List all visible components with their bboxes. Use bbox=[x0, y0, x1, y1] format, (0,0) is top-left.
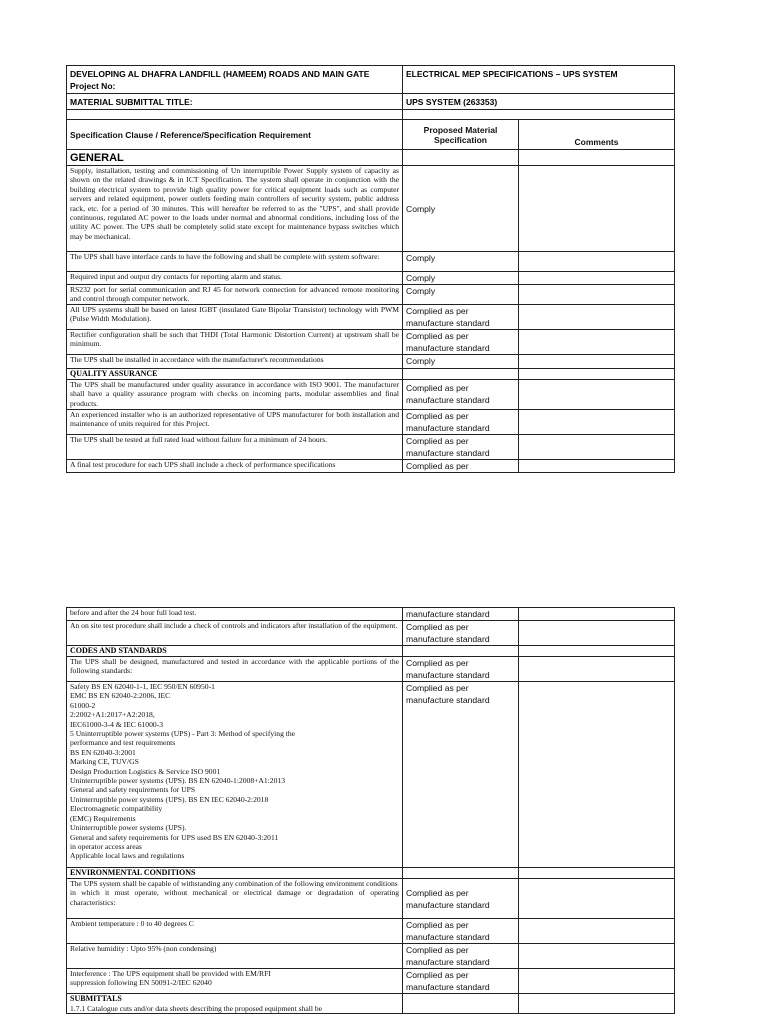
status-text: manufacture standard bbox=[403, 608, 519, 621]
table-row bbox=[67, 379, 675, 409]
status-text: Complied as per manufacture standard bbox=[403, 304, 519, 329]
status-text: Complied as per manufacture standard bbox=[403, 434, 519, 459]
spec-text: The UPS shall have interface cards to have the following and shall be complete with system software: bbox=[67, 252, 403, 272]
project-header-table bbox=[66, 65, 675, 120]
column-header-proposed: Proposed Material Specification bbox=[403, 120, 519, 150]
spec-text: Safety BS EN 62040-1-1, IEC 950/EN 60950-1 EMC BS EN 62040-2:2006, IEC 61000-2 2:2002+A1:2017+A2:2018, IEC61000-3-4 & IEC 61000-3 5 Uninterruptible power systems (UPS) - Part 3: Method of specifying the performance and test requirements BS EN 62040-3:2001 Marking CE, TUV/GS Design Production Logistics & Service ISO 9001 Uninterruptible power systems (UPS). BS EN 62040-1:2008+A1:2013 General and safety requirements for UPS Uninterruptible power systems (UPS). BS EN IEC 62040-2:2018 Electromagnetic compatibility (EMC) Requirements Uninterruptible power systems (UPS). General and safety requirements for UPS used BS EN 62040-3:2011 in operator access areas Applicable local laws and regulations bbox=[67, 682, 403, 868]
status-text: Complied as per manufacture standard bbox=[403, 657, 519, 682]
table-row bbox=[67, 304, 675, 329]
status-text: Complied as per manufacture standard bbox=[403, 919, 519, 944]
column-header-spec: Specification Clause / Reference/Specification Requirement bbox=[67, 120, 403, 150]
section-heading-environmental: ENVIRONMENTAL CONDITIONS bbox=[67, 868, 403, 879]
table-row bbox=[67, 252, 675, 272]
spec-text: The UPS shall be designed, manufactured and tested in accordance with the applicable portions of the following standards: bbox=[67, 657, 403, 682]
section-heading-quality: QUALITY ASSURANCE bbox=[67, 368, 403, 379]
spec-text: Interference : The UPS equipment shall be provided with EM/RFI suppression following EN 50091-2/IEC 62040 bbox=[67, 969, 403, 994]
project-title: DEVELOPING AL DHAFRA LANDFILL (HAMEEM) ROADS AND MAIN GATE bbox=[70, 69, 370, 79]
status-text: Comply bbox=[403, 354, 519, 368]
table-row bbox=[67, 682, 675, 868]
section-heading-general: GENERAL bbox=[67, 150, 403, 166]
column-header-comments: Comments bbox=[519, 120, 675, 150]
spec-text: Required input and output dry contacts for reporting alarm and status. bbox=[67, 272, 403, 285]
status-text: Complied as per manufacture standard bbox=[403, 329, 519, 354]
table-row bbox=[67, 459, 675, 472]
table-row bbox=[67, 608, 675, 621]
spec-title: ELECTRICAL MEP SPECIFICATIONS – UPS SYSTEM bbox=[406, 69, 618, 79]
table-row bbox=[67, 272, 675, 285]
spec-text: An experienced installer who is an authorized representative of UPS manufacturer for both installation and maintenance of units required for this Project. bbox=[67, 409, 403, 434]
status-text: Comply bbox=[403, 252, 519, 272]
document-page-top bbox=[66, 65, 674, 473]
spec-text: Rectifier configuration shall be such that THDI (Total Harmonic Distortion Current) at upstream shall be minimum. bbox=[67, 329, 403, 354]
spec-text: Ambient temperature : 0 to 40 degrees C bbox=[67, 919, 403, 944]
status-text: Complied as per manufacture standard bbox=[403, 409, 519, 434]
status-text: Complied as per manufacture standard bbox=[403, 379, 519, 409]
table-row bbox=[67, 969, 675, 994]
table-row bbox=[67, 879, 675, 919]
status-text: Comply bbox=[403, 166, 519, 252]
status-text: Complied as per manufacture standard bbox=[403, 621, 519, 646]
spec-table-page2 bbox=[66, 607, 675, 1014]
spec-text: The UPS shall be manufactured under quality assurance in accordance with ISO 9001. The manufacturer shall have a quality assurance program with checks on incoming parts, modular assemblies and final products. bbox=[67, 379, 403, 409]
section-heading-codes: CODES AND STANDARDS bbox=[67, 646, 403, 657]
table-row bbox=[67, 919, 675, 944]
table-row bbox=[67, 657, 675, 682]
project-title-cell bbox=[67, 66, 403, 94]
spec-title-cell bbox=[403, 66, 675, 94]
spec-text: Supply, installation, testing and commissioning of Un interruptible Power Supply system of capacity as shown on the related drawings & in ICT Specification. The system shall operate in conjunction with the building electrical system to provide high quality power for critical equipment loads such as computer servers and related equipment, power outlets feeding main controllers of security system, public address rack, etc. for a period of 30 minutes. This will hereafter be referred to as the "UPS", and shall provide continuous, regulated AC power to the loads under normal and abnormal conditions, including loss of the utility AC power. The UPS shall be completely solid state except for maintenance bypass switches which may be mechanical. bbox=[67, 166, 403, 252]
spec-table-page1 bbox=[66, 119, 675, 473]
table-row bbox=[67, 329, 675, 354]
spec-text: The UPS shall be installed in accordance with the manufacturer's recommendations bbox=[67, 354, 403, 368]
spec-text: An on site test procedure shall include a check of controls and indicators after installation of the equipment. bbox=[67, 621, 403, 646]
table-row bbox=[67, 944, 675, 969]
status-text: Complied as per manufacture standard bbox=[403, 944, 519, 969]
table-row bbox=[67, 409, 675, 434]
system-name: UPS SYSTEM (263353) bbox=[403, 94, 675, 110]
spec-text: Relative humidity : Upto 95% (non condensing) bbox=[67, 944, 403, 969]
table-row bbox=[67, 434, 675, 459]
spec-text: 1.7.1 Catalogue cuts and/or data sheets describing the proposed equipment shall be bbox=[70, 1004, 323, 1013]
status-text: Complied as per bbox=[403, 459, 519, 472]
spec-text: The UPS shall be tested at full rated load without failure for a minimum of 24 hours. bbox=[67, 434, 403, 459]
spec-text: RS232 port for serial communication and RJ 45 for network connection for advanced remote monitoring and control through computer network. bbox=[67, 285, 403, 305]
spec-text: The UPS system shall be capable of withstanding any combination of the following environment conditions in which it must operate, without mechanical or electrical damage or degradation of operating characteristics: bbox=[67, 879, 403, 919]
table-row bbox=[67, 166, 675, 252]
status-text: Comply bbox=[403, 272, 519, 285]
table-row bbox=[67, 621, 675, 646]
status-text: Complied as per manufacture standard bbox=[403, 879, 519, 919]
table-row bbox=[67, 285, 675, 305]
status-text: Complied as per manufacture standard bbox=[403, 682, 519, 868]
table-row bbox=[67, 354, 675, 368]
status-text: Complied as per manufacture standard bbox=[403, 969, 519, 994]
spec-text: before and after the 24 hour full load test. bbox=[67, 608, 403, 621]
spec-text: All UPS systems shall be based on latest IGBT (insulated Gate Bipolar Transistor) technology with PWM (Pulse Width Modulation). bbox=[67, 304, 403, 329]
status-text: Comply bbox=[403, 285, 519, 305]
project-no-label: Project No: bbox=[70, 81, 116, 91]
section-heading-submittals: SUBMITTALS bbox=[70, 994, 122, 1003]
submittals-cell bbox=[67, 994, 403, 1014]
spec-text: A final test procedure for each UPS shall include a check of performance specifications bbox=[67, 459, 403, 472]
table-row bbox=[67, 994, 675, 1014]
material-submittal-label: MATERIAL SUBMITTAL TITLE: bbox=[67, 94, 403, 110]
document-page-bottom bbox=[66, 607, 674, 1014]
